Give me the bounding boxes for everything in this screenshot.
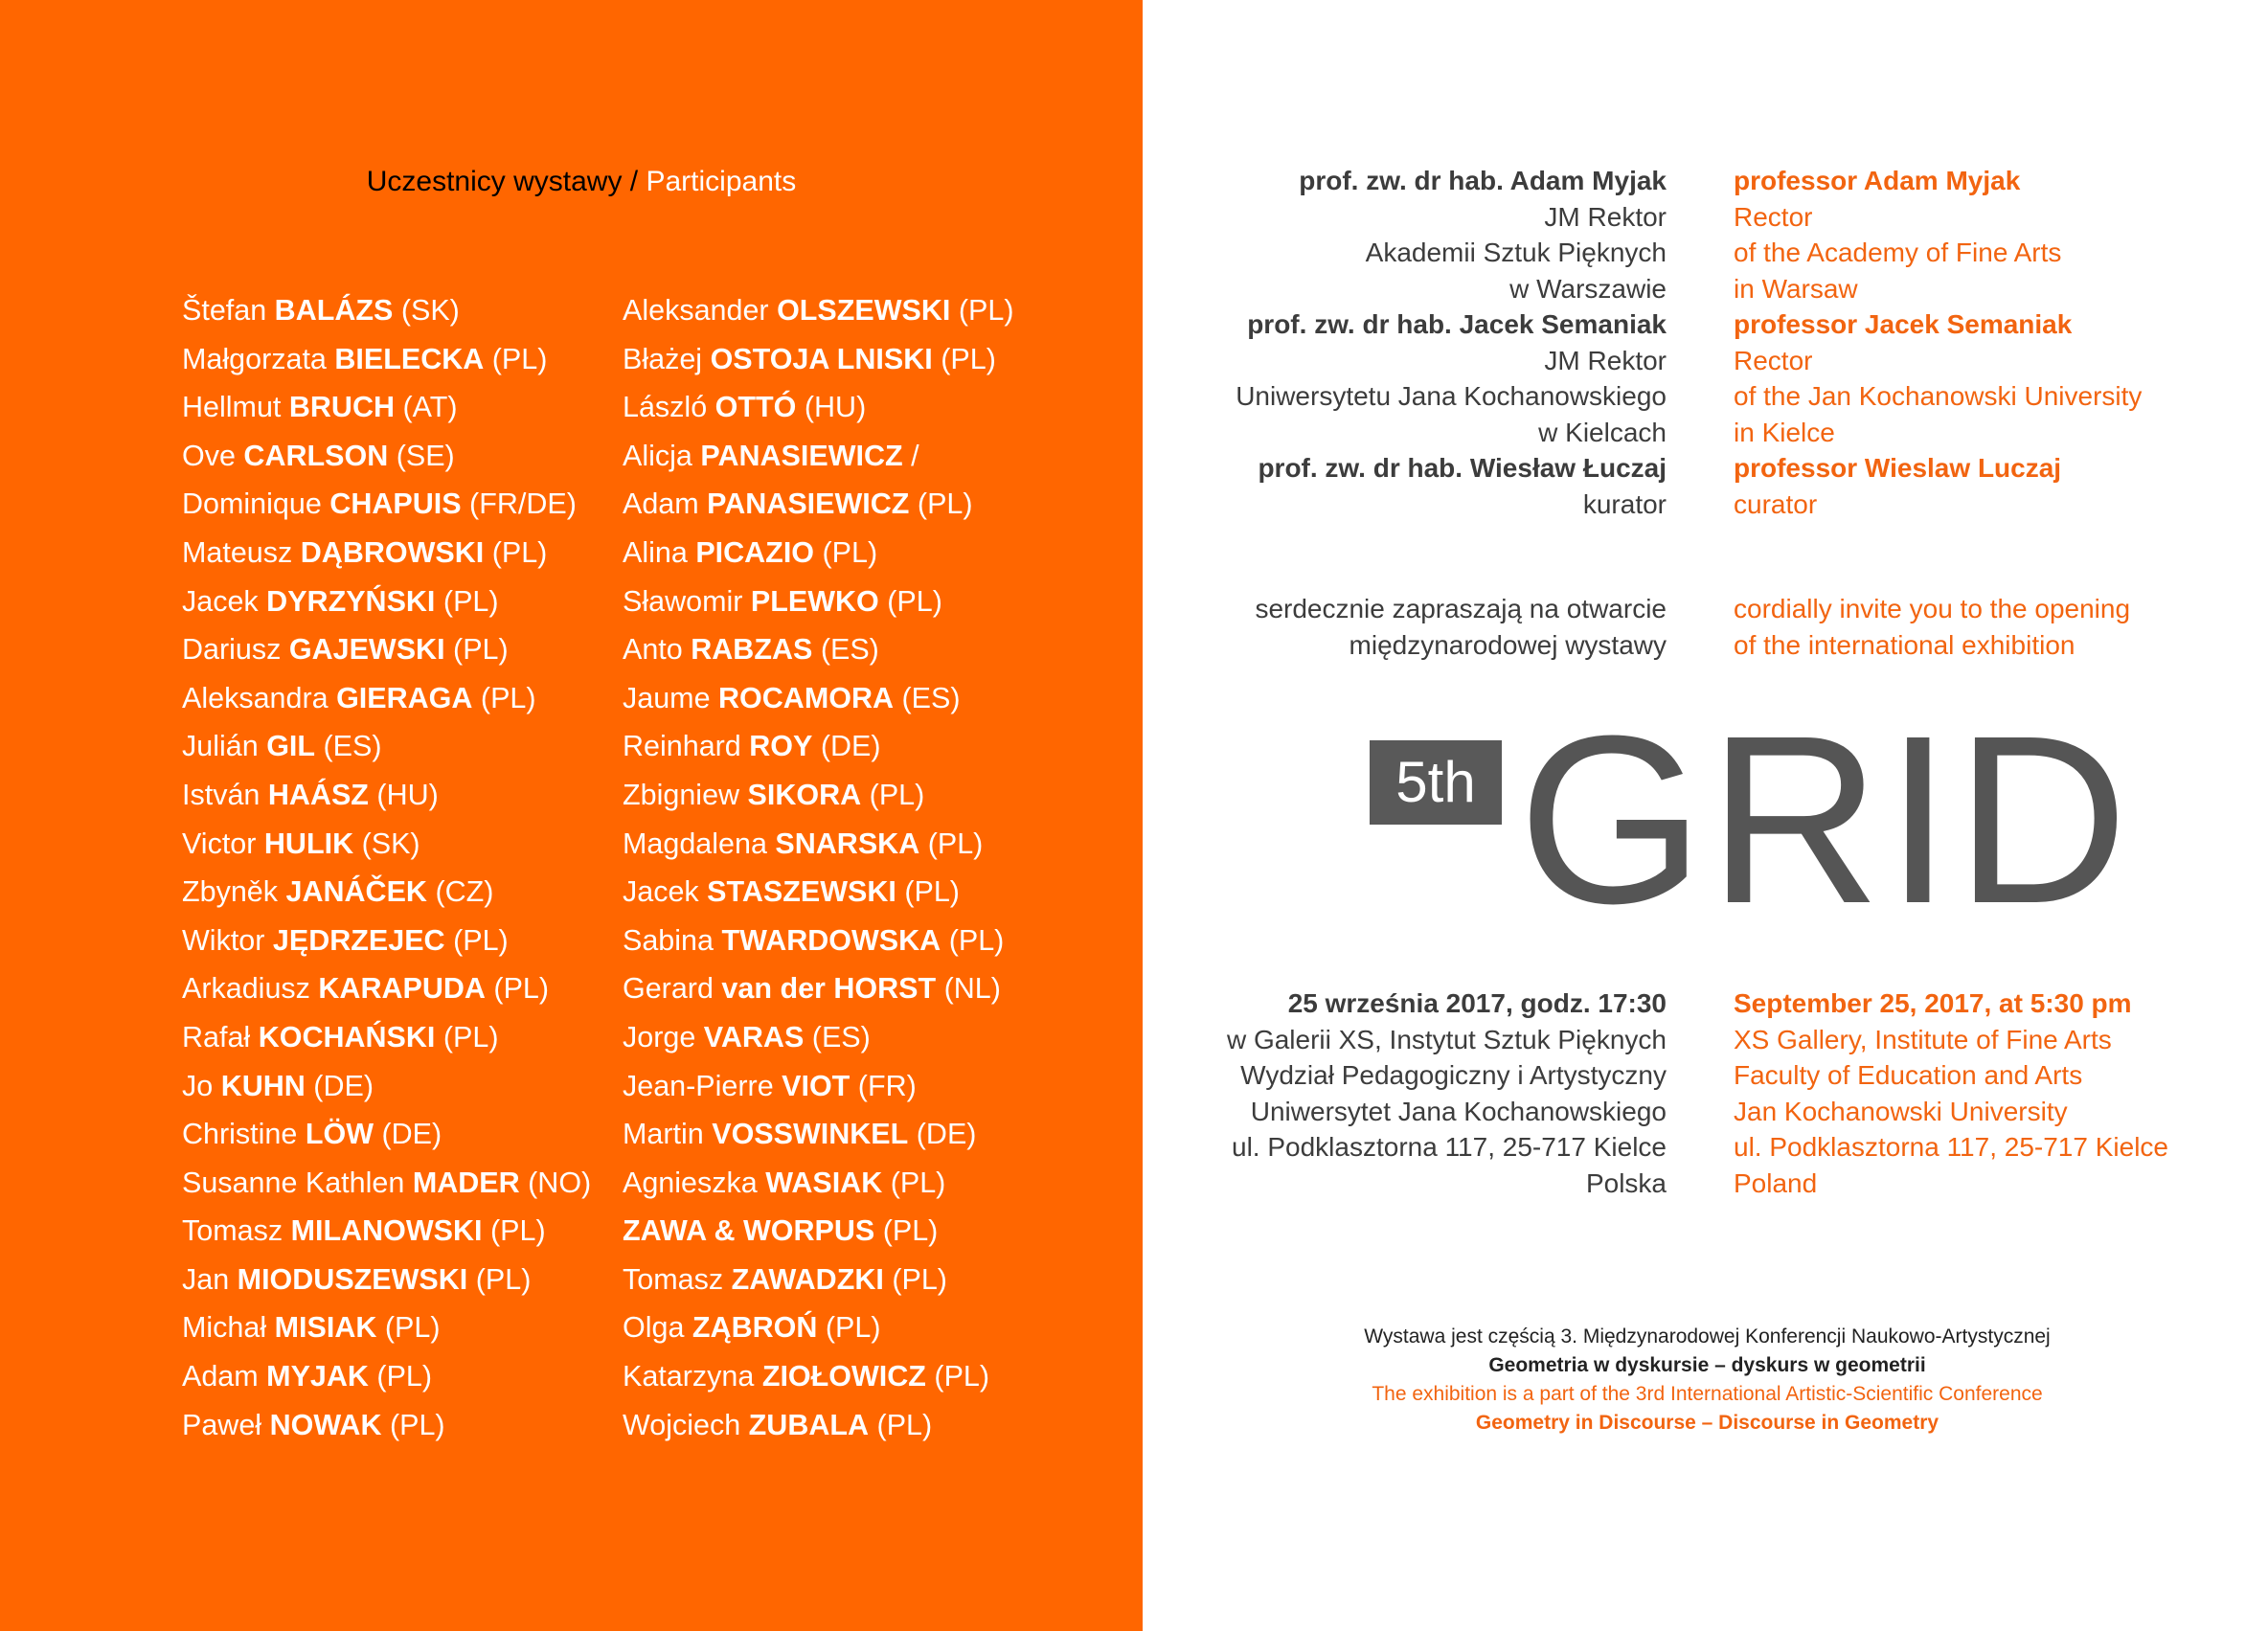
participant-country: (HU): [804, 391, 867, 424]
conference-line-pl: Wystawa jest częścią 3. Międzynarodowej Konferencji Naukowo-Artystycznej: [1364, 1325, 2051, 1348]
participant-first-name: Michał: [182, 1311, 267, 1345]
participant-first-name: Tomasz: [182, 1214, 284, 1248]
text-line: of the Academy of Fine Arts: [1734, 238, 2062, 267]
participant-country: (PL): [493, 972, 550, 1006]
participant-entry: [182, 435, 591, 484]
participant-first-name: Wiktor: [182, 923, 265, 957]
text-line: in Kielce: [1734, 417, 1835, 447]
participant-first-name: Anto: [623, 633, 683, 667]
edition-badge: 5th: [1370, 740, 1502, 825]
participant-surname: PICAZIO: [695, 535, 815, 569]
participant-surname: NOWAK: [269, 1408, 382, 1441]
event-details-pl: [1227, 985, 1667, 1201]
participant-country: (PL): [475, 1262, 532, 1296]
participant-country: (SE): [396, 439, 455, 472]
participant-surname: OLSZEWSKI: [777, 294, 951, 327]
participant-entry: [623, 677, 1014, 726]
participant-entry: [182, 483, 591, 532]
participant-entry: [623, 338, 1014, 387]
participant-country: (PL): [882, 1214, 939, 1248]
conference-title-en: Geometry in Discourse – Discourse in Geometry: [1475, 1412, 1939, 1434]
text-line: professor Adam Myjak: [1734, 166, 2021, 195]
text-line: w Galerii XS, Instytut Sztuk Pięknych: [1226, 1024, 1667, 1054]
text-line: in Warsaw: [1734, 273, 1858, 304]
text-line: w Warszawie: [1509, 273, 1667, 304]
participant-country: (PL): [822, 535, 878, 569]
text-line: of the Jan Kochanowski University: [1734, 381, 2143, 411]
participant-entry: [182, 1065, 591, 1114]
participant-surname: MYJAK: [266, 1360, 369, 1393]
participant-first-name: Aleksander: [623, 294, 769, 327]
text-line: Faculty of Education and Arts: [1734, 1060, 2083, 1090]
participant-country: (PL): [890, 1166, 946, 1199]
participant-surname: STASZEWSKI: [707, 875, 896, 909]
participant-first-name: Alina: [623, 535, 688, 569]
text-line: ul. Podklasztorna 117, 25-717 Kielce: [1734, 1132, 2168, 1162]
participant-surname: RABZAS: [691, 633, 813, 667]
participant-entry: [182, 1162, 591, 1211]
participant-surname: HULIK: [263, 827, 354, 860]
participant-country: (FR/DE): [469, 487, 577, 521]
participant-first-name: Paweł: [182, 1408, 262, 1441]
participant-entry: [623, 483, 1014, 532]
text-line: Akademii Sztuk Pięknych: [1365, 238, 1667, 267]
participant-surname: BALÁZS: [274, 294, 394, 327]
participant-surname: MIODUSZEWSKI: [237, 1262, 468, 1296]
participant-surname: PLEWKO: [750, 584, 879, 618]
participant-first-name: Adam: [182, 1360, 259, 1393]
participant-surname: ROCAMORA: [718, 681, 895, 714]
participant-surname: GIERAGA: [336, 681, 473, 714]
participant-surname: DĄBROWSKI: [300, 535, 485, 569]
participant-entry: [623, 386, 1014, 435]
text-line: Polska: [1585, 1167, 1667, 1198]
participant-first-name: Dominique: [182, 487, 322, 521]
participant-entry: [182, 967, 591, 1016]
text-line: September 25, 2017, at 5:30 pm: [1734, 988, 2132, 1018]
participant-first-name: Dariusz: [182, 633, 282, 667]
participant-entry: [182, 289, 591, 338]
conference-note: [1146, 1323, 2268, 1438]
participant-entry: [182, 871, 591, 919]
participant-surname: CARLSON: [243, 439, 389, 472]
participant-country: (PL): [927, 827, 984, 860]
participant-first-name: Sabina: [623, 923, 714, 957]
participant-entry: [623, 1016, 1014, 1065]
heading-en: Participants: [646, 166, 797, 197]
participant-country: (NO): [528, 1166, 592, 1199]
participant-first-name: Arkadiusz: [182, 972, 310, 1006]
participant-entry: [182, 1210, 591, 1258]
participant-first-name: Mateusz: [182, 535, 293, 569]
participant-surname: HAÁSZ: [267, 778, 369, 811]
participant-country: (NL): [943, 972, 1001, 1006]
participant-first-name: Aleksandra: [182, 681, 329, 714]
participant-first-name: Hellmut: [182, 391, 282, 424]
text-line: prof. zw. dr hab. Wiesław Łuczaj: [1258, 453, 1667, 483]
participant-surname: KOCHAŃSKI: [258, 1020, 436, 1053]
participant-entry: [182, 919, 591, 968]
participant-first-name: Zbyněk: [182, 875, 279, 909]
participant-country: (PL): [489, 1214, 546, 1248]
text-line: prof. zw. dr hab. Adam Myjak: [1299, 166, 1667, 195]
event-details-en: [1734, 985, 2168, 1201]
participant-first-name: Magdalena: [623, 827, 767, 860]
participant-first-name: Agnieszka: [623, 1166, 758, 1199]
participant-surname: JĘDRZEJEC: [272, 923, 445, 957]
participant-entry: [182, 1404, 591, 1453]
participants-column-2: [623, 289, 1014, 1452]
participant-country: (DE): [313, 1069, 374, 1102]
participant-entry: [182, 386, 591, 435]
participant-country: (PL): [887, 584, 942, 618]
participant-surname: BIELECKA: [334, 342, 485, 375]
participant-surname: ZIOŁOWICZ: [761, 1360, 926, 1393]
participant-surname: JANÁČEK: [285, 875, 427, 909]
participant-surname: MADER: [412, 1166, 520, 1199]
participant-entry: [623, 1404, 1014, 1453]
conference-line-en: The exhibition is a part of the 3rd International Artistic-Scientific Conference: [1372, 1383, 2043, 1405]
text-line: Wydział Pedagogiczny i Artystyczny: [1240, 1060, 1667, 1090]
participant-first-name: Reinhard: [623, 730, 741, 763]
text-line: JM Rektor: [1544, 201, 1667, 232]
participant-surname: DYRZYŃSKI: [266, 584, 436, 618]
text-line: of the international exhibition: [1734, 629, 2075, 660]
participant-first-name: Jorge: [623, 1020, 696, 1053]
conference-title-pl: Geometria w dyskursie – dyskurs w geometrii: [1488, 1354, 1926, 1376]
participant-surname: ROY: [749, 730, 813, 763]
participant-first-name: Zbigniew: [623, 778, 740, 811]
participant-entry: [182, 628, 591, 677]
participant-surname: VIOT: [782, 1069, 850, 1102]
participant-surname: TWARDOWSKA: [721, 923, 941, 957]
text-line: Jan Kochanowski University: [1734, 1096, 2068, 1126]
participant-first-name: Martin: [623, 1118, 704, 1151]
participant-surname: OTTÓ: [714, 391, 797, 424]
participant-country: (ES): [323, 730, 382, 763]
participant-country: (PL): [876, 1408, 933, 1441]
heading-pl: Uczestnicy wystawy: [366, 166, 623, 197]
participant-entry: [623, 871, 1014, 919]
participant-entry: [182, 338, 591, 387]
participant-surname: ZAWA & WORPUS: [623, 1214, 875, 1248]
participant-country: (PL): [941, 342, 996, 375]
participant-first-name: Rafał: [182, 1020, 251, 1053]
participant-surname: VARAS: [703, 1020, 805, 1053]
text-line: w Kielcach: [1538, 417, 1667, 447]
participant-first-name: Štefan: [182, 294, 267, 327]
participant-surname: ZAWADZKI: [731, 1262, 884, 1296]
participant-country: (PL): [948, 923, 1005, 957]
participant-entry: [182, 580, 591, 629]
participant-first-name: Małgorzata: [182, 342, 327, 375]
participant-entry: [623, 1355, 1014, 1404]
participant-country: (PL): [825, 1311, 881, 1345]
participant-country: (SK): [361, 827, 420, 860]
participant-entry: [182, 1113, 591, 1162]
text-line: XS Gallery, Institute of Fine Arts: [1734, 1024, 2112, 1054]
participant-entry: [623, 580, 1014, 629]
participant-entry: [623, 1065, 1014, 1114]
text-line: międzynarodowej wystawy: [1349, 629, 1667, 660]
invitation-en: [1734, 591, 2130, 663]
participant-first-name: Jan: [182, 1262, 230, 1296]
participant-country: (PL): [453, 923, 509, 957]
participant-first-name: Adam: [623, 487, 699, 521]
participant-surname: ZUBALA: [748, 1408, 870, 1441]
participant-entry: [623, 1162, 1014, 1211]
participant-entry: [623, 725, 1014, 774]
participant-country: (PL): [869, 778, 925, 811]
participant-first-name: Jacek: [182, 584, 259, 618]
participant-first-name: Jacek: [623, 875, 699, 909]
participant-entry: [182, 823, 591, 872]
participant-first-name: Błażej: [623, 342, 703, 375]
participant-surname: OSTOJA LNISKI: [710, 342, 933, 375]
participant-first-name: Jean-Pierre: [623, 1069, 774, 1102]
participant-surname: BRUCH: [288, 391, 396, 424]
participant-surname: GIL: [266, 730, 316, 763]
participant-country: (DE): [916, 1118, 977, 1151]
participant-surname: ZĄBROŃ: [692, 1311, 818, 1345]
exhibition-title: GRID: [1518, 686, 2132, 953]
participant-country: (DE): [820, 730, 881, 763]
participant-country: (PL): [389, 1408, 445, 1441]
participant-country: (PL): [491, 342, 548, 375]
participant-first-name: Jaume: [623, 681, 711, 714]
participant-first-name: Christine: [182, 1118, 298, 1151]
participant-first-name: Susanne Kathlen: [182, 1166, 405, 1199]
participant-entry: [623, 967, 1014, 1016]
participant-country: (PL): [480, 681, 536, 714]
participant-entry: [182, 532, 591, 580]
participant-country: (AT): [402, 391, 458, 424]
participant-country: (PL): [958, 294, 1014, 327]
participant-entry: [623, 289, 1014, 338]
participant-first-name: Victor: [182, 827, 257, 860]
participant-entry: [623, 435, 1014, 484]
participant-country: (SK): [400, 294, 460, 327]
participant-first-name: István: [182, 778, 261, 811]
participant-surname: KUHN: [220, 1069, 306, 1102]
participant-entry: [182, 1306, 591, 1355]
text-line: 25 września 2017, godz. 17:30: [1287, 988, 1667, 1018]
participant-first-name: Alicja: [623, 439, 692, 472]
participant-country: (HU): [376, 778, 439, 811]
participant-country: (FR): [857, 1069, 917, 1102]
participant-entry: [182, 1258, 591, 1307]
participants-column-1: [182, 289, 591, 1452]
participant-country: (ES): [820, 633, 879, 667]
participant-entry: [623, 919, 1014, 968]
heading-separator: /: [622, 166, 646, 197]
participant-first-name: Ove: [182, 439, 236, 472]
participant-first-name: Julián: [182, 730, 259, 763]
participant-country: (PL): [491, 535, 548, 569]
participant-surname: WASIAK: [765, 1166, 883, 1199]
participant-surname: KARAPUDA: [318, 972, 486, 1006]
participant-surname: MISIAK: [274, 1311, 377, 1345]
text-line: professor Jacek Semaniak: [1734, 309, 2073, 339]
participant-country: (PL): [376, 1360, 433, 1393]
participant-country: (PL): [453, 633, 509, 667]
participant-entry: [623, 532, 1014, 580]
text-line: Uniwersytet Jana Kochanowskiego: [1250, 1096, 1667, 1126]
participant-country: (PL): [892, 1262, 947, 1296]
participant-country: (PL): [384, 1311, 441, 1345]
participant-entry: [182, 1355, 591, 1404]
text-line: Uniwersytetu Jana Kochanowskiego: [1236, 381, 1667, 411]
participant-entry: [623, 774, 1014, 823]
text-line: ul. Podklasztorna 117, 25-717 Kielce: [1232, 1132, 1667, 1162]
participant-surname: MILANOWSKI: [290, 1214, 483, 1248]
participant-first-name: Wojciech: [623, 1408, 741, 1441]
participant-entry: [182, 1016, 591, 1065]
invitation-pl: [1255, 591, 1667, 663]
text-line: Rector: [1734, 201, 1813, 232]
officials-en: [1734, 163, 2142, 522]
participant-surname: SNARSKA: [775, 827, 920, 860]
participant-country: (PL): [442, 1020, 499, 1053]
participant-surname: VOSSWINKEL: [712, 1118, 909, 1151]
participant-entry: [623, 1113, 1014, 1162]
participant-country: /: [911, 439, 919, 472]
participant-country: (DE): [381, 1118, 442, 1151]
participant-entry: [182, 677, 591, 726]
text-line: curator: [1734, 488, 1818, 519]
participant-surname: GAJEWSKI: [288, 633, 445, 667]
participant-country: (PL): [917, 487, 973, 521]
text-line: professor Wieslaw Luczaj: [1734, 453, 2062, 483]
participant-surname: CHAPUIS: [329, 487, 462, 521]
participant-country: (ES): [901, 681, 961, 714]
participant-entry: [182, 774, 591, 823]
participant-first-name: Gerard: [623, 972, 714, 1006]
text-line: serdecznie zapraszają na otwarcie: [1255, 594, 1667, 623]
text-line: kurator: [1582, 488, 1667, 519]
text-line: cordially invite you to the opening: [1734, 594, 2131, 623]
participants-heading: [0, 163, 1163, 201]
participant-country: (PL): [934, 1360, 990, 1393]
text-line: Poland: [1734, 1167, 1818, 1198]
participant-country: (CZ): [435, 875, 494, 909]
participant-surname: PANASIEWICZ: [700, 439, 903, 472]
text-line: prof. zw. dr hab. Jacek Semaniak: [1247, 309, 1667, 339]
text-line: JM Rektor: [1544, 345, 1667, 375]
participant-first-name: Olga: [623, 1311, 685, 1345]
participant-country: (PL): [442, 584, 499, 618]
participant-surname: PANASIEWICZ: [707, 487, 910, 521]
participant-entry: [623, 1306, 1014, 1355]
officials-pl: [1236, 163, 1667, 522]
participant-surname: van der HORST: [721, 972, 937, 1006]
participant-country: (PL): [904, 875, 960, 909]
participant-entry: [623, 1210, 1014, 1258]
participant-entry: [182, 725, 591, 774]
participant-first-name: Jo: [182, 1069, 214, 1102]
participant-country: (ES): [811, 1020, 871, 1053]
text-line: Rector: [1734, 345, 1813, 375]
participant-surname: SIKORA: [747, 778, 862, 811]
participant-surname: LÖW: [305, 1118, 374, 1151]
participant-first-name: Katarzyna: [623, 1360, 755, 1393]
participant-entry: [623, 628, 1014, 677]
participant-entry: [623, 1258, 1014, 1307]
participant-entry: [623, 823, 1014, 872]
participant-first-name: Sławomir: [623, 584, 743, 618]
participant-first-name: László: [623, 391, 708, 424]
participant-first-name: Tomasz: [623, 1262, 724, 1296]
